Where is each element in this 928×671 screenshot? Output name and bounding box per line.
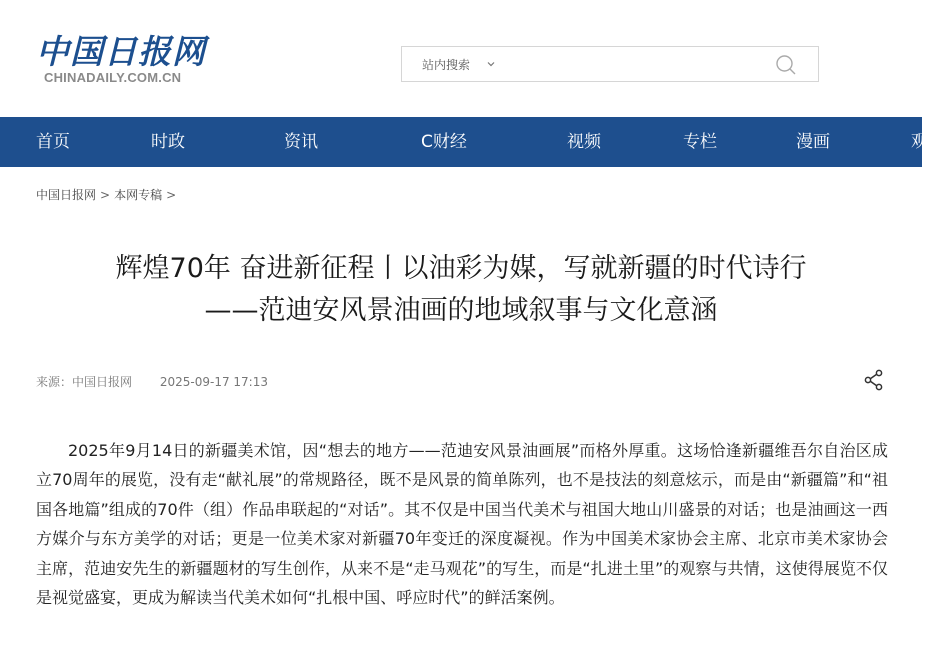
logo-english-text[interactable]: CHINADAILY.COM.CN — [44, 70, 182, 85]
breadcrumb-home-link[interactable]: 中国日报网 — [36, 188, 97, 202]
nav-item-news[interactable]: 资讯 — [284, 132, 318, 152]
search-icon[interactable] — [774, 53, 798, 77]
search-scope-dropdown[interactable]: 站内搜索 — [422, 58, 471, 72]
share-icon[interactable] — [862, 368, 886, 392]
nav-item-comics[interactable]: 漫画 — [796, 132, 830, 152]
search-input[interactable] — [512, 51, 766, 79]
main-nav — [0, 117, 928, 167]
nav-item-home[interactable]: 首页 — [36, 132, 70, 152]
site-logo[interactable] — [36, 26, 206, 88]
article-body — [36, 436, 888, 612]
article-title — [0, 248, 922, 332]
nav-item-politics[interactable]: 时政 — [151, 132, 185, 152]
breadcrumb-separator: > — [166, 188, 177, 202]
nav-item-finance[interactable]: C财经 — [421, 132, 467, 152]
article-title-line-2: ——范迪安风景油画的地域叙事与文化意涵 — [204, 295, 718, 326]
search-bar — [401, 46, 819, 82]
site-header — [0, 0, 922, 117]
article-source: 来源：中国日报网 — [36, 375, 133, 389]
article-title-line-1: 辉煌70年 奋进新征程丨以油彩为媒，写就新疆的时代诗行 — [115, 253, 807, 284]
chevron-down-icon[interactable] — [486, 59, 496, 69]
nav-item-columns[interactable]: 专栏 — [683, 132, 717, 152]
nav-item-more[interactable]: 观 — [911, 132, 928, 152]
breadcrumb-section-link[interactable]: 本网专稿 — [114, 188, 163, 202]
article-paragraph: 2025年9月14日的新疆美术馆，因“想去的地方——范迪安风景油画展”而格外厚重。这场恰逢新疆维吾尔自治区成立70周年的展览，没有走“献礼展”的常规路径，既不是风景的简单陈列，也不是技法的刻意炫示，而是由“新疆篇”和“祖国各地篇”组成的70件（组）作品串联起的“对话”。其不仅是中国当代美术与祖国大地山川盛景的对话；也是油画这一西方媒介与东方美学的对话；更是一位美术家对新疆70年变迁的深度凝视。作为中国美术家协会主席、北京市美术家协会主席，范迪安先生的新疆题材的写生创作，从来不是“走马观花”的写生，而是“扎进土里”的观察与共情，这使得展览不仅是视觉盛宴，更成为解读当代美术如何“扎根中国、呼应时代”的鲜活案例。 — [36, 441, 888, 608]
breadcrumb — [36, 186, 180, 203]
breadcrumb-separator: > — [100, 188, 111, 202]
article-meta — [36, 373, 268, 390]
nav-item-video[interactable]: 视频 — [567, 132, 601, 152]
article-timestamp: 2025-09-17 17:13 — [159, 375, 268, 389]
logo-chinese-text[interactable]: 中国日报网 — [36, 32, 206, 71]
